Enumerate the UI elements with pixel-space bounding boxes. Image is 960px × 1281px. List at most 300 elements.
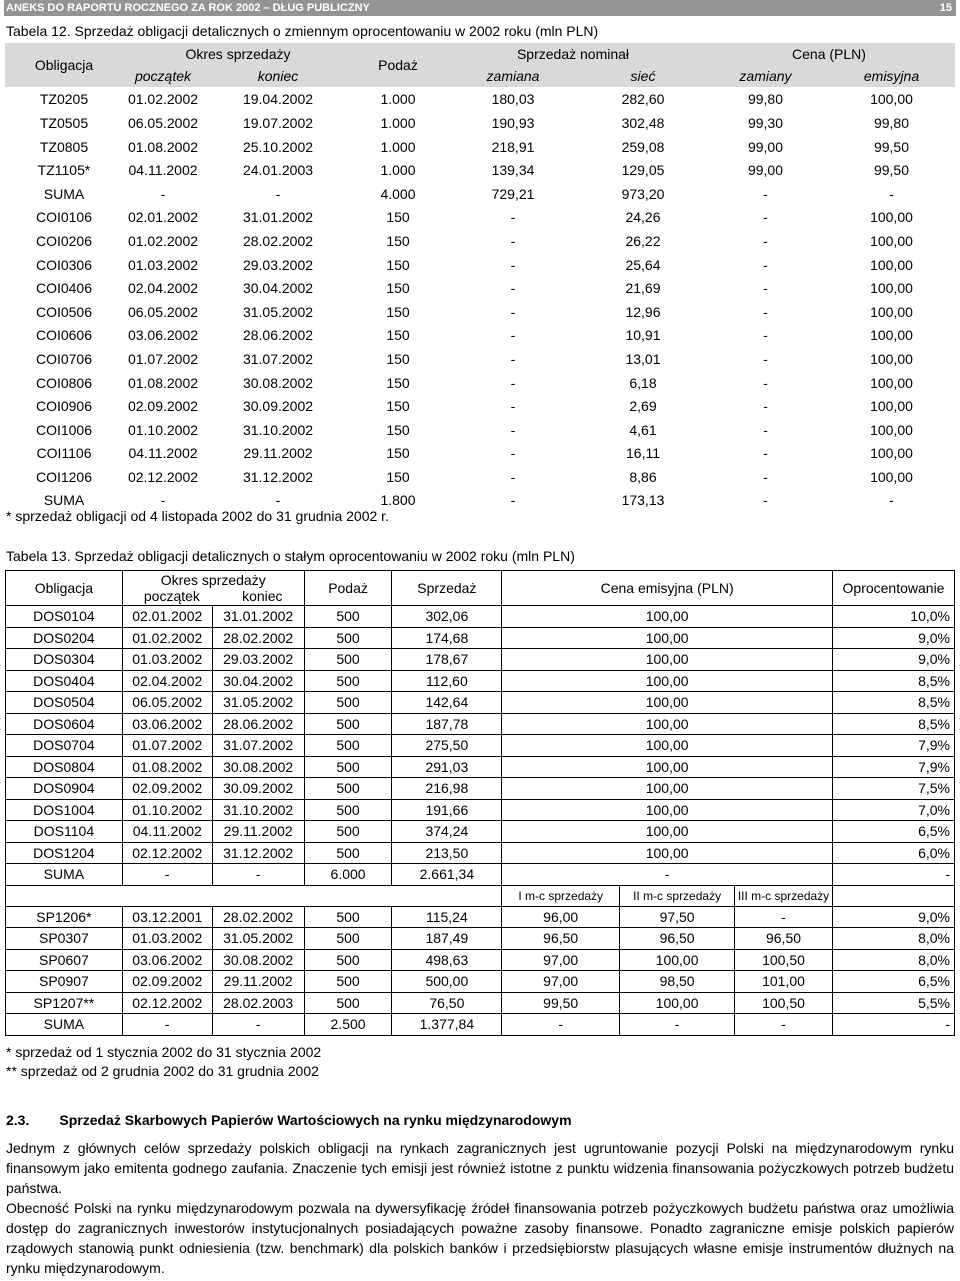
table-cell: 06.05.2002 [123, 300, 203, 324]
table-cell: 150 [353, 300, 443, 324]
table-cell: 150 [353, 442, 443, 466]
table-cell: 03.12.2001 [122, 906, 212, 928]
table-cell: 16,11 [583, 442, 703, 466]
table-cell: 04.11.2002 [123, 158, 203, 182]
table-cell: 98,50 [620, 971, 735, 993]
table13-footnote-1: * sprzedaż od 1 stycznia 2002 do 31 stycznia 2002 [6, 1044, 322, 1060]
table-cell: SP0307 [6, 928, 123, 950]
table-cell: 7,9% [833, 756, 955, 778]
table-cell: SUMA [6, 1014, 123, 1036]
table-cell: 97,00 [502, 949, 620, 971]
table-row [5, 371, 955, 395]
table-cell: 31.07.2002 [212, 735, 304, 757]
table-cell: 01.02.2002 [123, 88, 203, 112]
t13-h-cena: Cena emisyjna (PLN) [502, 571, 833, 606]
table-row [6, 799, 955, 821]
table-cell: 97,00 [502, 971, 620, 993]
t13-h-poczatek: początek [143, 588, 200, 604]
table-cell: TZ1105* [5, 158, 123, 182]
t13-h-podaz: Podaż [304, 571, 392, 606]
table-cell: - [703, 253, 828, 277]
table-row [6, 778, 955, 800]
table-cell: - [703, 206, 828, 230]
table-cell: 100,00 [620, 949, 735, 971]
t13-h-okres-label: Okres sprzedaży [160, 572, 266, 588]
table-cell: 100,00 [502, 627, 833, 649]
table-cell: 06.05.2002 [122, 692, 212, 714]
table-cell: 1.000 [353, 111, 443, 135]
table-cell: 100,00 [502, 713, 833, 735]
table-cell: 100,00 [828, 394, 955, 418]
table-cell: 213,50 [392, 842, 502, 864]
table-cell: 173,13 [583, 489, 703, 513]
table12-caption: Tabela 12. Sprzedaż obligacji detalicznych o zmiennym oprocentowaniu w 2002 roku (mln PLN) [6, 23, 599, 39]
table-row [6, 713, 955, 735]
t12-h-zamiana: zamiana [443, 65, 583, 88]
table-cell: 100,00 [828, 88, 955, 112]
table-row [6, 756, 955, 778]
table-cell: 6,5% [833, 821, 955, 843]
table-cell: 190,93 [443, 111, 583, 135]
table-cell: - [703, 324, 828, 348]
t12-h-obligacja: Obligacja [5, 43, 123, 88]
table-cell: 06.05.2002 [123, 111, 203, 135]
table-cell: 03.06.2002 [123, 324, 203, 348]
table-cell: - [833, 1014, 955, 1036]
t12-h-sprzedaz: Sprzedaż nominał [443, 43, 703, 65]
table-cell: 150 [353, 418, 443, 442]
table-cell: COI1006 [5, 418, 123, 442]
table-row [6, 906, 955, 928]
table-cell: 150 [353, 229, 443, 253]
table-cell: 139,34 [443, 158, 583, 182]
table-cell: 99,00 [703, 158, 828, 182]
table-cell: 150 [353, 276, 443, 300]
empty-cell [392, 885, 502, 906]
table-cell: 31.10.2002 [212, 799, 304, 821]
table-cell: DOS0804 [6, 756, 123, 778]
table-cell: 180,03 [443, 88, 583, 112]
table-cell: DOS0304 [6, 649, 123, 671]
table-cell: 4.000 [353, 182, 443, 206]
table-cell: - [443, 324, 583, 348]
table-cell: 500 [304, 713, 392, 735]
table-row [5, 300, 955, 324]
table-cell: - [212, 1014, 304, 1036]
table-cell: 6,18 [583, 371, 703, 395]
page-number: 15 [939, 2, 952, 14]
table-cell: 2.500 [304, 1014, 392, 1036]
table-cell: 100,00 [502, 649, 833, 671]
table-cell: 302,06 [392, 606, 502, 628]
table-cell: DOS0504 [6, 692, 123, 714]
table-cell: 96,50 [502, 928, 620, 950]
table-cell: 100,00 [502, 606, 833, 628]
table-cell: 500,00 [392, 971, 502, 993]
table-cell: 24.01.2003 [203, 158, 353, 182]
table-cell: 02.12.2002 [122, 992, 212, 1014]
table-cell: 96,00 [502, 906, 620, 928]
table-cell: - [828, 182, 955, 206]
table-cell: 101,00 [735, 971, 833, 993]
table-cell: 03.06.2002 [122, 949, 212, 971]
table-cell: 13,01 [583, 347, 703, 371]
table-cell: SP0607 [6, 949, 123, 971]
table-cell: 8,86 [583, 465, 703, 489]
table-cell: 01.08.2002 [123, 135, 203, 159]
table-row [5, 182, 955, 206]
table-row [6, 842, 955, 864]
table-cell: 100,00 [828, 206, 955, 230]
table-cell: 99,50 [502, 992, 620, 1014]
t12-h-koniec: koniec [203, 65, 353, 88]
table-cell: 100,00 [502, 735, 833, 757]
table-cell: 9,0% [833, 906, 955, 928]
table-cell: 02.04.2002 [123, 276, 203, 300]
table-cell: 8,5% [833, 670, 955, 692]
table-cell: 19.07.2002 [203, 111, 353, 135]
table-cell: 1.377,84 [392, 1014, 502, 1036]
table-cell: 02.01.2002 [123, 206, 203, 230]
table-cell: - [703, 347, 828, 371]
table-cell: 302,48 [583, 111, 703, 135]
table-cell: COI0406 [5, 276, 123, 300]
table-cell: 500 [304, 949, 392, 971]
table-cell: 7,0% [833, 799, 955, 821]
table-cell: 500 [304, 649, 392, 671]
table-cell: 28.02.2002 [212, 906, 304, 928]
table-cell: 24,26 [583, 206, 703, 230]
t12-h-poczatek: początek [123, 65, 203, 88]
table-cell: DOS0204 [6, 627, 123, 649]
table-row [5, 253, 955, 277]
table-13 [5, 570, 955, 1036]
table-cell: 02.09.2002 [122, 971, 212, 993]
table-cell: - [703, 300, 828, 324]
subheader-cell: I m-c sprzedaży [502, 885, 620, 906]
t12-h-podaz: Podaż [353, 43, 443, 88]
table-cell: - [443, 347, 583, 371]
table-cell: 100,00 [502, 842, 833, 864]
table-cell: SUMA [6, 864, 123, 886]
table-cell: COI0706 [5, 347, 123, 371]
table-cell: - [122, 864, 212, 886]
table-cell: 03.06.2002 [122, 713, 212, 735]
table-row [6, 627, 955, 649]
table-cell: 76,50 [392, 992, 502, 1014]
table-cell: 500 [304, 971, 392, 993]
table-cell: 150 [353, 324, 443, 348]
table-cell: 2.661,34 [392, 864, 502, 886]
table-cell: 29.03.2002 [212, 649, 304, 671]
t13-h-koniec: koniec [242, 588, 283, 604]
table-cell: 9,0% [833, 649, 955, 671]
table-cell: - [123, 489, 203, 513]
section-title: Sprzedaż Skarbowych Papierów Wartościowych na rynku międzynarodowym [59, 1112, 572, 1128]
table-cell: - [122, 1014, 212, 1036]
table-row [6, 821, 955, 843]
table-cell: 30.04.2002 [212, 670, 304, 692]
table-cell: 01.03.2002 [122, 649, 212, 671]
table-cell: 191,66 [392, 799, 502, 821]
table13-caption: Tabela 13. Sprzedaż obligacji detalicznych o stałym oprocentowaniu w 2002 roku (mln PLN) [6, 548, 575, 564]
table-cell: 500 [304, 627, 392, 649]
table-12 [5, 43, 955, 513]
table-cell: 8,0% [833, 949, 955, 971]
table-cell: 99,80 [703, 88, 828, 112]
table-row [5, 88, 955, 112]
table-cell: 01.03.2002 [123, 253, 203, 277]
table-cell: 100,00 [828, 324, 955, 348]
table-cell: 31.05.2002 [203, 300, 353, 324]
table-cell: - [703, 182, 828, 206]
table-cell: - [703, 489, 828, 513]
table-cell: 31.05.2002 [212, 692, 304, 714]
table-cell: 30.09.2002 [212, 778, 304, 800]
table-cell: 100,50 [735, 949, 833, 971]
table-cell: 12,96 [583, 300, 703, 324]
table-cell: - [828, 489, 955, 513]
table-cell: 96,50 [620, 928, 735, 950]
subheader-row [6, 885, 955, 906]
t12-h-emisyjna: emisyjna [828, 65, 955, 88]
subheader-cell: II m-c sprzedaży [620, 885, 735, 906]
empty-cell [212, 885, 304, 906]
table-cell: - [212, 864, 304, 886]
table-cell: - [203, 182, 353, 206]
table-cell: SUMA [5, 489, 123, 513]
table-cell: 29.11.2002 [212, 971, 304, 993]
table-cell: 25,64 [583, 253, 703, 277]
table-cell: 100,00 [502, 799, 833, 821]
table-cell: DOS1104 [6, 821, 123, 843]
table-cell: 500 [304, 906, 392, 928]
table-cell: 8,0% [833, 928, 955, 950]
table-cell: - [703, 371, 828, 395]
table-cell: - [443, 442, 583, 466]
header-title: ANEKS DO RAPORTU ROCZNEGO ZA ROK 2002 – DŁUG PUBLICZNY [6, 2, 370, 14]
table-cell: 2,69 [583, 394, 703, 418]
table-cell: 150 [353, 394, 443, 418]
table13-footnote-2: ** sprzedaż od 2 grudnia 2002 do 31 grudnia 2002 [6, 1063, 319, 1079]
table-cell: 30.08.2002 [212, 949, 304, 971]
table-cell: 29.11.2002 [212, 821, 304, 843]
table-cell: 100,00 [502, 756, 833, 778]
table-cell: 30.08.2002 [203, 371, 353, 395]
table-cell: 29.11.2002 [203, 442, 353, 466]
table-cell: - [443, 276, 583, 300]
table-cell: DOS0704 [6, 735, 123, 757]
table-cell: - [703, 276, 828, 300]
table-cell: 100,00 [502, 692, 833, 714]
table-cell: - [203, 489, 353, 513]
table-cell: 374,24 [392, 821, 502, 843]
table-cell: 100,00 [828, 418, 955, 442]
table-cell: - [443, 394, 583, 418]
table-row [5, 135, 955, 159]
table-cell: 178,67 [392, 649, 502, 671]
table-cell: 6.000 [304, 864, 392, 886]
t13-h-oproc: Oprocentowanie [833, 571, 955, 606]
table-cell: 99,00 [703, 135, 828, 159]
table-cell: 10,0% [833, 606, 955, 628]
table-row [6, 928, 955, 950]
table-cell: COI0306 [5, 253, 123, 277]
table-cell: 8,5% [833, 713, 955, 735]
table-cell: 500 [304, 842, 392, 864]
table-cell: 100,00 [620, 992, 735, 1014]
t13-h-obligacja: Obligacja [6, 571, 123, 606]
table-cell: TZ0505 [5, 111, 123, 135]
table-cell: - [443, 229, 583, 253]
table-cell: - [502, 864, 833, 886]
table-row [5, 347, 955, 371]
table-cell: 19.04.2002 [203, 88, 353, 112]
table-cell: 21,69 [583, 276, 703, 300]
table-cell: 04.11.2002 [123, 442, 203, 466]
table-cell: 02.12.2002 [123, 465, 203, 489]
table-cell: 729,21 [443, 182, 583, 206]
table-cell: 31.01.2002 [203, 206, 353, 230]
table-cell: 04.11.2002 [122, 821, 212, 843]
table-cell: 216,98 [392, 778, 502, 800]
table-cell: 01.02.2002 [122, 627, 212, 649]
table-row [6, 606, 955, 628]
table-cell: - [703, 465, 828, 489]
table-cell: 100,00 [828, 465, 955, 489]
table-cell: 1.000 [353, 158, 443, 182]
table-cell: 500 [304, 692, 392, 714]
table-cell: 142,64 [392, 692, 502, 714]
table-cell: 100,00 [828, 276, 955, 300]
table-cell: 9,0% [833, 627, 955, 649]
table-cell: 99,50 [828, 135, 955, 159]
table-cell: 100,00 [828, 371, 955, 395]
table-cell: 31.05.2002 [212, 928, 304, 950]
table-row [5, 206, 955, 230]
table-cell: 6,0% [833, 842, 955, 864]
table-row [6, 864, 955, 886]
table-cell: 275,50 [392, 735, 502, 757]
table-cell: 99,30 [703, 111, 828, 135]
table-cell: COI0106 [5, 206, 123, 230]
table-cell: - [620, 1014, 735, 1036]
table-cell: 100,00 [828, 347, 955, 371]
table-row [6, 670, 955, 692]
table-cell: 500 [304, 992, 392, 1014]
empty-cell [6, 885, 123, 906]
table-cell: 31.12.2002 [203, 465, 353, 489]
table-cell: SP1206* [6, 906, 123, 928]
table-cell: COI1206 [5, 465, 123, 489]
table-cell: 500 [304, 606, 392, 628]
table-cell: DOS1204 [6, 842, 123, 864]
table-row [6, 949, 955, 971]
table-cell: - [443, 418, 583, 442]
table-cell: 28.02.2003 [212, 992, 304, 1014]
subheader-cell: III m-c sprzedaży [735, 885, 833, 906]
table-cell: DOS0104 [6, 606, 123, 628]
t13-h-okres [122, 571, 304, 606]
table-cell: 30.08.2002 [212, 756, 304, 778]
table-cell: 150 [353, 465, 443, 489]
table-cell: 01.07.2002 [122, 735, 212, 757]
section-number: 2.3. [6, 1112, 30, 1128]
table-row [6, 971, 955, 993]
table-cell: 150 [353, 206, 443, 230]
table-cell: 150 [353, 371, 443, 395]
page-header [4, 0, 956, 16]
table-cell: 28.06.2002 [203, 324, 353, 348]
table-cell: 100,00 [828, 442, 955, 466]
table-cell: 28.06.2002 [212, 713, 304, 735]
table-cell: SP1207** [6, 992, 123, 1014]
table-cell: - [443, 465, 583, 489]
t12-h-siec: sieć [583, 65, 703, 88]
table12-footnote: * sprzedaż obligacji od 4 listopada 2002 do 31 grudnia 2002 r. [6, 508, 389, 524]
table-cell: 7,9% [833, 735, 955, 757]
table-cell: 30.09.2002 [203, 394, 353, 418]
table-cell: TZ0805 [5, 135, 123, 159]
table-cell: 31.01.2002 [212, 606, 304, 628]
table-row [5, 324, 955, 348]
table-cell: 500 [304, 821, 392, 843]
table-cell: 31.07.2002 [203, 347, 353, 371]
table-cell: 6,5% [833, 971, 955, 993]
table-cell: 500 [304, 778, 392, 800]
table-cell: COI0606 [5, 324, 123, 348]
table-cell: - [443, 206, 583, 230]
table-cell: - [703, 394, 828, 418]
table-cell: - [703, 229, 828, 253]
table-cell: 259,08 [583, 135, 703, 159]
table-cell: 01.03.2002 [122, 928, 212, 950]
table-cell: 8,5% [833, 692, 955, 714]
table-cell: - [703, 418, 828, 442]
table-row [5, 276, 955, 300]
table-cell: 500 [304, 928, 392, 950]
table-cell: 973,20 [583, 182, 703, 206]
table-cell: 500 [304, 735, 392, 757]
table-cell: COI1106 [5, 442, 123, 466]
table-row [5, 465, 955, 489]
table-cell: 100,00 [828, 229, 955, 253]
table-cell: COI0506 [5, 300, 123, 324]
table-cell: 500 [304, 756, 392, 778]
table-cell: 100,00 [502, 821, 833, 843]
table-row [5, 418, 955, 442]
table-cell: 28.02.2002 [212, 627, 304, 649]
table-cell: 02.09.2002 [123, 394, 203, 418]
empty-cell [304, 885, 392, 906]
t12-h-okres: Okres sprzedaży [123, 43, 353, 65]
table-cell: 100,00 [502, 670, 833, 692]
table-cell: 99,50 [828, 158, 955, 182]
table-cell: COI0906 [5, 394, 123, 418]
table-cell: 96,50 [735, 928, 833, 950]
table-cell: 174,68 [392, 627, 502, 649]
table-cell: 100,00 [502, 778, 833, 800]
table-row [5, 111, 955, 135]
table-cell: 01.10.2002 [122, 799, 212, 821]
table-cell: 28.02.2002 [203, 229, 353, 253]
t12-h-zamiany: zamiany [703, 65, 828, 88]
table-cell: 1.800 [353, 489, 443, 513]
table-cell: - [703, 442, 828, 466]
table-cell: 31.12.2002 [212, 842, 304, 864]
empty-cell [833, 885, 955, 906]
table-cell: 01.10.2002 [123, 418, 203, 442]
